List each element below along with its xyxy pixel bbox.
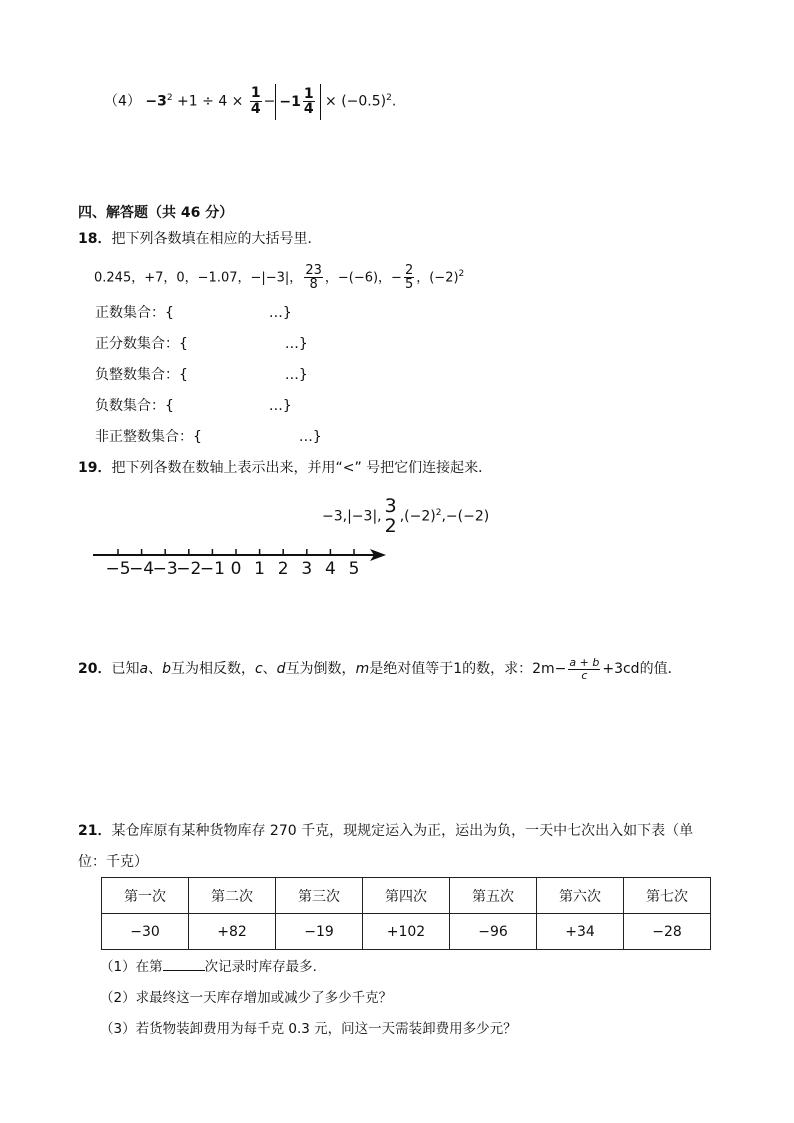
- axis-tick-label: −2: [176, 559, 202, 579]
- inventory-table: [101, 877, 711, 950]
- question-21: [78, 820, 693, 840]
- set-positive: 正数集合：{ …}: [95, 305, 292, 321]
- set-negative: 负数集合：{ …}: [95, 398, 292, 414]
- table-cell: −96: [450, 914, 537, 950]
- set-nonpositive-integer: 非正整数集合：{ …}: [95, 429, 322, 445]
- axis-tick-label: −3: [152, 559, 178, 579]
- sub-question-2: （2）求最终这一天库存增加或减少了多少千克？: [100, 990, 393, 1006]
- section-title: 四、解答题（共 46 分）: [78, 205, 234, 221]
- fraction-one-quarter: $\frac{1}{4}$: [250, 85, 261, 118]
- set-negative-integer: 负整数集合：{ …}: [95, 367, 308, 383]
- table-cell: +34: [537, 914, 624, 950]
- table-row: [102, 914, 711, 950]
- exponent: 2: [166, 93, 173, 103]
- term-3: × (−0.5): [325, 93, 387, 110]
- axis-tick-label: 2: [277, 559, 289, 579]
- question-18: [78, 228, 321, 248]
- question-number: 19．: [78, 460, 112, 476]
- table-header-cell: 第二次: [189, 878, 276, 914]
- number-line: [90, 540, 410, 590]
- table-cell: +82: [189, 914, 276, 950]
- table-header-cell: 第六次: [537, 878, 624, 914]
- problem-17-4: $(4) -3^2 +1 \div 4$ × $\frac{1}{4}$ − −1 $\frac{1}{4}$ × $(-0.5)^2$.: [104, 78, 396, 118]
- sub-question-3: （3）若货物装卸费用为每千克 0.3 元，问这一天需装卸费用多少元？: [100, 1021, 517, 1037]
- axis-tick-label: 5: [348, 559, 360, 579]
- table-header-cell: 第三次: [276, 878, 363, 914]
- question-19: [78, 457, 492, 477]
- table-header-cell: 第一次: [102, 878, 189, 914]
- table-cell: −28: [624, 914, 711, 950]
- question-21-line-2: 位：千克）: [78, 854, 148, 870]
- table-cell: +102: [363, 914, 450, 950]
- minus-sign: −: [263, 93, 276, 110]
- sub-question-1: （1）在第 次记录时库存最多．: [100, 955, 326, 975]
- question-text: 把下列各数填在相应的大括号里．: [111, 231, 322, 247]
- question-text: 把下列各数在数轴上表示出来，并用“<” 号把它们连接起来．: [111, 460, 493, 476]
- question-number: 20．: [78, 661, 112, 677]
- question-20: 20．已知a、b互为相反数，c、d互为倒数，m是绝对值等于1的数，求：2m− $\frac{a + b}{c}$ +3cd的值．: [78, 655, 682, 682]
- table-cell: −19: [276, 914, 363, 950]
- absolute-value: −1 $\frac{1}{4}$: [275, 84, 320, 120]
- term-1: −3: [145, 93, 167, 110]
- table-header-row: [102, 878, 711, 914]
- axis-tick-label: −5: [105, 559, 131, 579]
- axis-tick-label: −4: [129, 559, 155, 579]
- mixed-fraction: $\frac{1}{4}$: [303, 86, 314, 118]
- fraction-23-8: $\frac{23}{8}$: [305, 262, 322, 293]
- q19-numbers: −3,|−3|, 3 2 $,(-2)^2,-(-2)$: [322, 494, 490, 537]
- fraction-a-plus-b-over-c: $\frac{a + b}{c}$: [569, 655, 600, 682]
- axis-tick-label: 3: [301, 559, 313, 579]
- axis-ticks: [105, 549, 359, 579]
- axis-tick-label: 4: [324, 559, 336, 579]
- axis-tick-label: 1: [254, 559, 266, 579]
- fraction-3-2: 3 2: [384, 494, 397, 537]
- table-header-cell: 第七次: [624, 878, 711, 914]
- question-number: 21．: [78, 823, 112, 839]
- question-text-line-1: 某仓库原有某种货物库存 270 千克，现规定运入为正，运出为负，一天中七次出入如下表（单: [111, 823, 694, 839]
- axis-tick-label: −1: [199, 559, 225, 579]
- answer-blank[interactable]: [163, 956, 205, 971]
- problem-label: （4）: [104, 93, 141, 110]
- question-number: 18．: [78, 231, 112, 247]
- set-positive-fraction: 正分数集合：{ …}: [95, 336, 308, 352]
- table-cell: −30: [102, 914, 189, 950]
- table-header-cell: 第五次: [450, 878, 537, 914]
- table-header-cell: 第四次: [363, 878, 450, 914]
- term-2: +1 ÷ 4 ×: [177, 93, 244, 110]
- axis-tick-label: 0: [230, 559, 242, 579]
- q18-numbers: 0.245，+7，0，−1.07，−|−3|， $\frac{23}{8}$ ，−(−6)，− $\frac{2}{5}$ ，$(-2)^2$: [94, 262, 465, 293]
- fraction-2-5: $\frac{2}{5}$: [404, 262, 414, 293]
